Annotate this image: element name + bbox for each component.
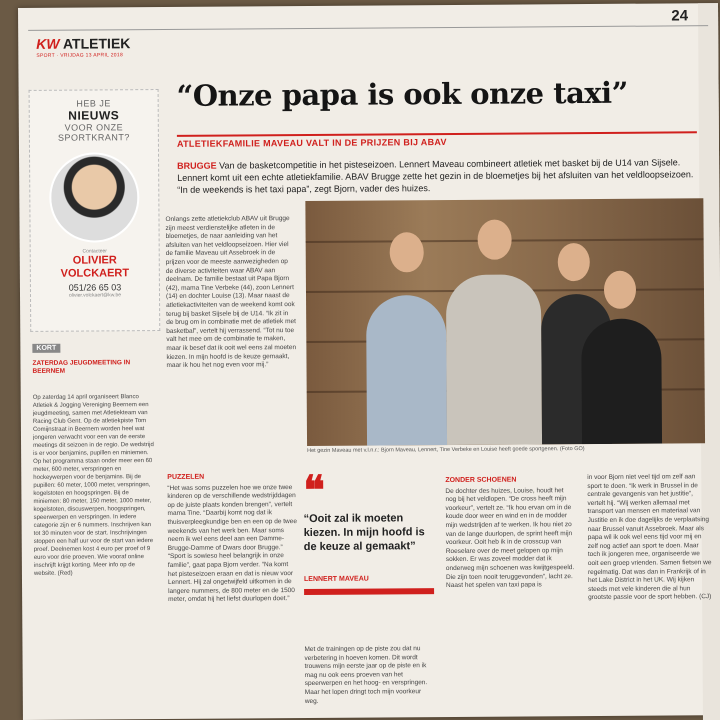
quote-text: “Ooit zal ik moeten kiezen. In mijn hoofd is de keuze al gemaakt” bbox=[303, 512, 425, 554]
sidebar-name-first: OLIVIER bbox=[72, 254, 117, 267]
avatar bbox=[49, 152, 140, 243]
kort-headline: ZATERDAG JEUGDMEETING IN BEERNEM bbox=[32, 359, 131, 375]
page-number: 24 bbox=[671, 7, 689, 25]
photo-caption: Het gezin Maveau met v.l.n.r.: Bjorn Maveau, Lennert, Tine Verbeke en Louise heeft goede sportgenen. (Foto GO) bbox=[307, 446, 585, 454]
lead-text: Van de basketcompetitie in het pisteseizoen. Lennert Maveau combineert atletiek met basket bij de U14 van Sijsele. Lennert komt uit een echte atletiekfamilie. ABAV Brugge zette het gezin in de bloemetjes bij het afsluiten van het veldloopseizoen. “In de weekends is het taxi papa”, zegt Bjorn, vader des huizes. bbox=[177, 157, 694, 195]
masthead-section: ATLETIEK bbox=[62, 35, 131, 52]
masthead-dateline: SPORT · VRIJDAG 13 APRIL 2018 bbox=[36, 52, 124, 59]
column-2-text: “Het was soms puzzelen hoe we onze twee kinderen op de verschillende wedstrijddagen op de juiste plaats konden brengen”, vertelt mama Tine. “Daarbij komt nog dat ik thuisverpleegkundige ben en een op de twee weekends van het werk ben. Maar soms neem ik wel eens deel aan een Damme-Brugge-Damme of Dwars door Brugge.” “Sport is sowieso heel belangrijk in onze familie”, gaat papa Bjorn verder. “Na komt het pisteseizoen eraan en dat is nieuw voor Lennert. Hij zal ongetwijfeld uitkomen in de langere nummers, de 800 meter en de 1500 meter, omdat hij het liefst duurlopen doet.” bbox=[167, 483, 298, 604]
article-lead bbox=[177, 156, 697, 196]
kort-badge: KORT bbox=[32, 344, 60, 353]
article-headline: “Onze papa is ook onze taxi” bbox=[176, 75, 628, 113]
article-column-4 bbox=[445, 474, 577, 715]
subheading-zonder-schoenen: ZONDER SCHOENEN bbox=[445, 476, 517, 485]
sidebar-role: Contacteer bbox=[82, 248, 107, 255]
article-kicker: ATLETIEKFAMILIE MAVEAU VALT IN DE PRIJZEN BIJ ABAV bbox=[177, 131, 697, 149]
sidebar-email: olivier.volckaert@kw.be bbox=[68, 292, 122, 299]
article-column-1: Onlangs zette atletiekclub ABAV uit Brugge zijn meest verdienstelijke atleten in de bloemetjes, de naar aanleiding van het afsluiten van het veldloopseizoen. Hier viel de familie Maveau uit Assebroek in de prijzen voor de meeste aanwezigheden op de diverse activiteiten waar ABAV aan deelnam. De familie bestaat uit Papa Bjorn (42), mama Tine Verbeke (44), zoon Lennert (14) en dochter Louise (13). Maar naast de atletiekactiviteiten van de weekend komt ook terug bij basket Sijsele bij de U14. “Ik zit in de brug om in combinatie met de atletiek met basketbal”, vertelt hij verrassend. “Tot nu toe valt het mee om de combinatie te maken, maar ik besef dat ik ooit wel eens zal moeten kiezen. In mijn hoofd is de keuze gemaakt, maar ik hou het nog even voor mij.” bbox=[165, 215, 297, 370]
newspaper-page bbox=[18, 3, 720, 720]
family-photo bbox=[305, 198, 705, 446]
sidebar-line1: HEB JE bbox=[76, 98, 111, 109]
quote-divider bbox=[304, 588, 434, 595]
quote-author: LENNERT MAVEAU bbox=[303, 575, 369, 584]
article-column-5: in voor Bjorn niet veel tijd om zelf aan sport te doen. “Ik werk in Brussel in de centrale gevangenis van het justitie”, vertelt hij. “Wij werken allemaal met transport van mensen en materiaal van Justitie en ik doe dagelijks de verplaatsing naar Brussel vanuit Assebroek. Maar als papa wil ik ook wel eens tijd voor mij en zelf nog actief aan sport te doen. Maar toch ik jongeren mee, organiseerde we ooit een groep vrienden. Samen fietsen we regelmatig. Dat was dan in Frankrijk of in het Lake District in het UK. Wij kijken steeds met vele kinderen die al hun grootste passie voor de sport hebben. (CJ) bbox=[587, 473, 712, 602]
sidebar-line2: NIEUWS bbox=[68, 108, 120, 123]
head-daughter bbox=[604, 271, 636, 309]
person-daughter bbox=[581, 319, 662, 445]
kort-body: Op zaterdag 14 april organiseert Blanco Atletiek & Jogging Vereniging Beernem een jeugdmeeting, samen met Atletiekteam van Racing Club Gent. Op de atletiekpiste Tom Comijnstraat in Beernem worden heel wat jongeren verwacht voor een van de eerste meetings dit seizoen in de regio. De wedstrijd is er voor benjamins, pupillen en miniemen. Op het programma staan onder meer een 60 meter, 600 meter, verspringen en hockeywerpen voor de benjamins. Bij de pupillen: 60 meter, 1000 meter, verspringen, kogelstoten en hoogspringen. Bij de miniemen: 80 meter, 150 meter, 1000 meter, kogelstoten, discuswerpen, hoogspringen, speerwerpen en verspringen. In iedere categorie zijn er 6 nummers. Inschrijven kan tot 30 minuten voor de start. Inschrijvingen stoppen een half uur voor de start van iedere proef. Deelnemen kost 4 euro per proef of 9 euro voor drie proeven. Wie vooraf online inschrijft krijgt korting. Meer info op de website. (Red) bbox=[32, 394, 154, 577]
masthead-brand: KW bbox=[36, 35, 60, 52]
head-son bbox=[477, 220, 511, 260]
lead-location: BRUGGE bbox=[177, 160, 217, 171]
sidebar-name-last: VOLCKAERT bbox=[60, 267, 130, 280]
head-mother bbox=[558, 243, 590, 281]
sidebar-line4: SPORTKRANT? bbox=[57, 132, 130, 143]
sidebar-line3: VOOR ONZE bbox=[64, 122, 124, 133]
column-4-text: De dochter des huizes, Louise, houdt het nog bij het veldlopen. “De cross heeft mijn voorkeur”, vertelt ze. “Ik hou ervan om in de koude door weer en wind en in de modder mijn wedstrijden af te werken. Ik hou niet zo van de lange duurlopen, de sprint heeft mijn voorkeur. Ooit heb ik in de crosscup van Roeselare over de meet gelopen op mijn sokken. Er was zoveel modder dat ik onderweg mijn schoenen was kwijtgespeeld. Die zijn toen nooit teruggevonden”, lacht ze. Naast het spelen van taxi papa is bbox=[445, 486, 575, 590]
header-rule bbox=[28, 25, 708, 31]
article-column-3: Met de trainingen op de piste zou dat nu verbetering in hoeven komen. Dit wordt trouwens mijn eerste jaar op de piste en ik mag nu ook eens proeven van het speerwerpen en het hoog- en verspringen. Maar het lopen dringt toch mijn voorkeur weg. bbox=[304, 645, 428, 705]
person-father bbox=[366, 295, 447, 446]
quote-mark-icon: ❝ bbox=[303, 466, 326, 515]
sidebar-phone: 051/26 65 03 bbox=[68, 282, 122, 293]
head-father bbox=[390, 232, 424, 272]
masthead bbox=[36, 35, 130, 59]
contact-sidebar bbox=[29, 89, 161, 332]
subheading-puzzelen: PUZZELEN bbox=[167, 473, 205, 481]
sidebar-question bbox=[30, 98, 158, 143]
pull-quote bbox=[303, 466, 434, 595]
article-column-2 bbox=[167, 471, 299, 712]
person-son bbox=[446, 274, 542, 445]
